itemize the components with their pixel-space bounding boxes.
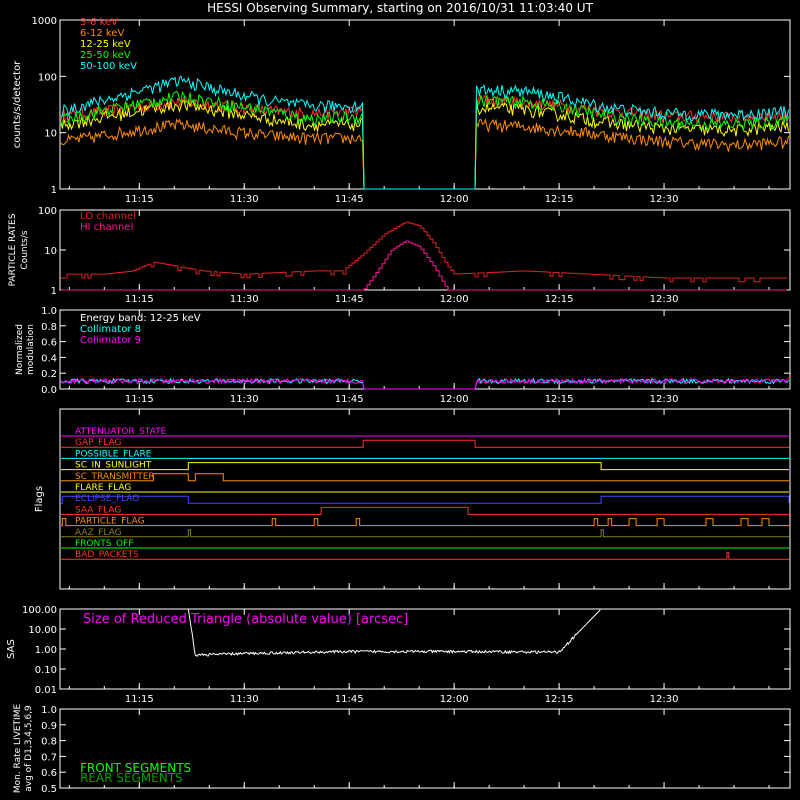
y-tick-label: 1.0 <box>41 306 57 317</box>
y-axis-label: SAS <box>6 639 17 659</box>
y-tick-label: 100 <box>37 72 57 84</box>
y-axis-label: avg of D1,3,4,5,6,9 <box>24 705 34 792</box>
x-tick-label: 12:00 <box>439 394 469 405</box>
legend-entry: REAR SEGMENTS <box>80 771 183 785</box>
x-tick-label: 12:00 <box>439 194 469 205</box>
x-tick-label: 12:30 <box>649 294 679 305</box>
x-tick-label: 12:30 <box>649 394 679 405</box>
y-axis-label: PARTICLE RATES <box>8 213 18 287</box>
x-tick-label: 12:00 <box>439 694 469 705</box>
flag-label: FRONTS_OFF <box>75 539 134 549</box>
y-tick-label: 0.4 <box>41 353 57 365</box>
x-tick-label: 11:45 <box>334 394 364 405</box>
flag-label: PARTICLE_FLAG <box>75 516 145 527</box>
legend-entry: LO channel <box>80 211 136 222</box>
y-axis-label: Mon. Rate LIVETIME <box>13 703 23 794</box>
y-tick-label: 1 <box>50 286 57 297</box>
x-tick-label: 11:45 <box>334 694 364 705</box>
legend-entry: HI channel <box>80 222 134 233</box>
x-tick-label: 11:30 <box>229 194 259 205</box>
y-tick-label: 0.2 <box>41 369 57 381</box>
y-tick-label: 10 <box>44 128 57 140</box>
x-tick-label: 11:30 <box>229 694 259 705</box>
x-tick-label: 12:15 <box>544 294 574 305</box>
figure-title: HESSI Observing Summary, starting on 2016/10/31 11:03:40 UT <box>207 1 593 15</box>
y-tick-label: 0.0 <box>41 385 57 396</box>
flag-label: ECLIPSE_FLAG <box>75 494 140 505</box>
x-tick-label: 11:45 <box>334 294 364 305</box>
y-axis-label: Flags <box>34 485 45 513</box>
x-tick-label: 11:15 <box>124 194 154 205</box>
flag-label: SC_TRANSMITTER <box>75 471 155 482</box>
legend-entry: 50-100 keV <box>80 61 138 72</box>
flag-label: ATTENUATOR_STATE <box>75 427 167 437</box>
y-tick-label: 1.00 <box>34 645 57 656</box>
x-tick-label: 11:15 <box>124 694 154 705</box>
y-tick-label: 0.5 <box>41 784 57 795</box>
y-tick-label: 10.00 <box>28 625 57 636</box>
legend-entry: Collimator 9 <box>80 335 141 346</box>
y-tick-label: 100 <box>37 206 57 217</box>
legend-entry: 25-50 keV <box>80 50 131 61</box>
x-tick-label: 12:15 <box>544 394 574 405</box>
legend-entry: FRONT SEGMENTS <box>80 761 192 775</box>
flag-label: AAZ_FLAG <box>75 527 122 538</box>
y-tick-label: 0.9 <box>41 720 57 732</box>
flag-label: GAP_FLAG <box>75 438 122 449</box>
y-tick-label: 10 <box>44 246 57 257</box>
x-tick-label: 11:15 <box>124 294 154 305</box>
y-tick-label: 0.7 <box>41 752 57 764</box>
y-axis-label: Normalized <box>15 323 25 376</box>
energy-band-annotation: Energy band: 12-25 keV <box>80 313 201 324</box>
x-tick-label: 11:30 <box>229 394 259 405</box>
y-axis-label: Counts/s <box>20 230 30 270</box>
flag-label: SAA_FLAG <box>75 505 122 516</box>
x-tick-label: 12:15 <box>544 694 574 705</box>
x-tick-label: 12:15 <box>544 194 574 205</box>
sas-annotation: Size of Reduced Triangle (absolute value) [arcsec] <box>83 612 409 627</box>
y-tick-label: 1.0 <box>41 705 57 716</box>
y-tick-label: 0.8 <box>41 736 57 748</box>
y-tick-label: 0.6 <box>41 768 57 780</box>
x-tick-label: 11:30 <box>229 294 259 305</box>
y-tick-label: 1000 <box>31 16 57 27</box>
y-tick-label: 0.01 <box>34 685 57 696</box>
x-tick-label: 11:15 <box>124 394 154 405</box>
flag-label: FLARE_FLAG <box>75 483 132 493</box>
y-tick-label: 0.8 <box>41 321 57 333</box>
legend-entry: Collimator 8 <box>80 324 141 335</box>
flag-label: BAD_PACKETS <box>75 550 139 561</box>
y-tick-label: 1 <box>50 185 57 196</box>
x-tick-label: 12:30 <box>649 194 679 205</box>
y-axis-label: counts/s/detector <box>12 60 23 149</box>
legend-entry: 12-25 keV <box>80 39 131 50</box>
x-tick-label: 12:00 <box>439 294 469 305</box>
y-axis-label: modulation <box>26 324 36 375</box>
x-tick-label: 12:30 <box>649 694 679 705</box>
flag-label: POSSIBLE_FLARE <box>75 449 152 460</box>
y-tick-label: 0.6 <box>41 337 57 349</box>
legend-entry: 6-12 keV <box>80 28 125 39</box>
x-tick-label: 11:45 <box>334 194 364 205</box>
legend-entry: 3-6 keV <box>80 17 118 28</box>
y-tick-label: 100.00 <box>22 605 57 616</box>
flag-label: SC_IN_SUNLIGHT <box>75 460 152 471</box>
y-tick-label: 0.10 <box>34 665 57 676</box>
